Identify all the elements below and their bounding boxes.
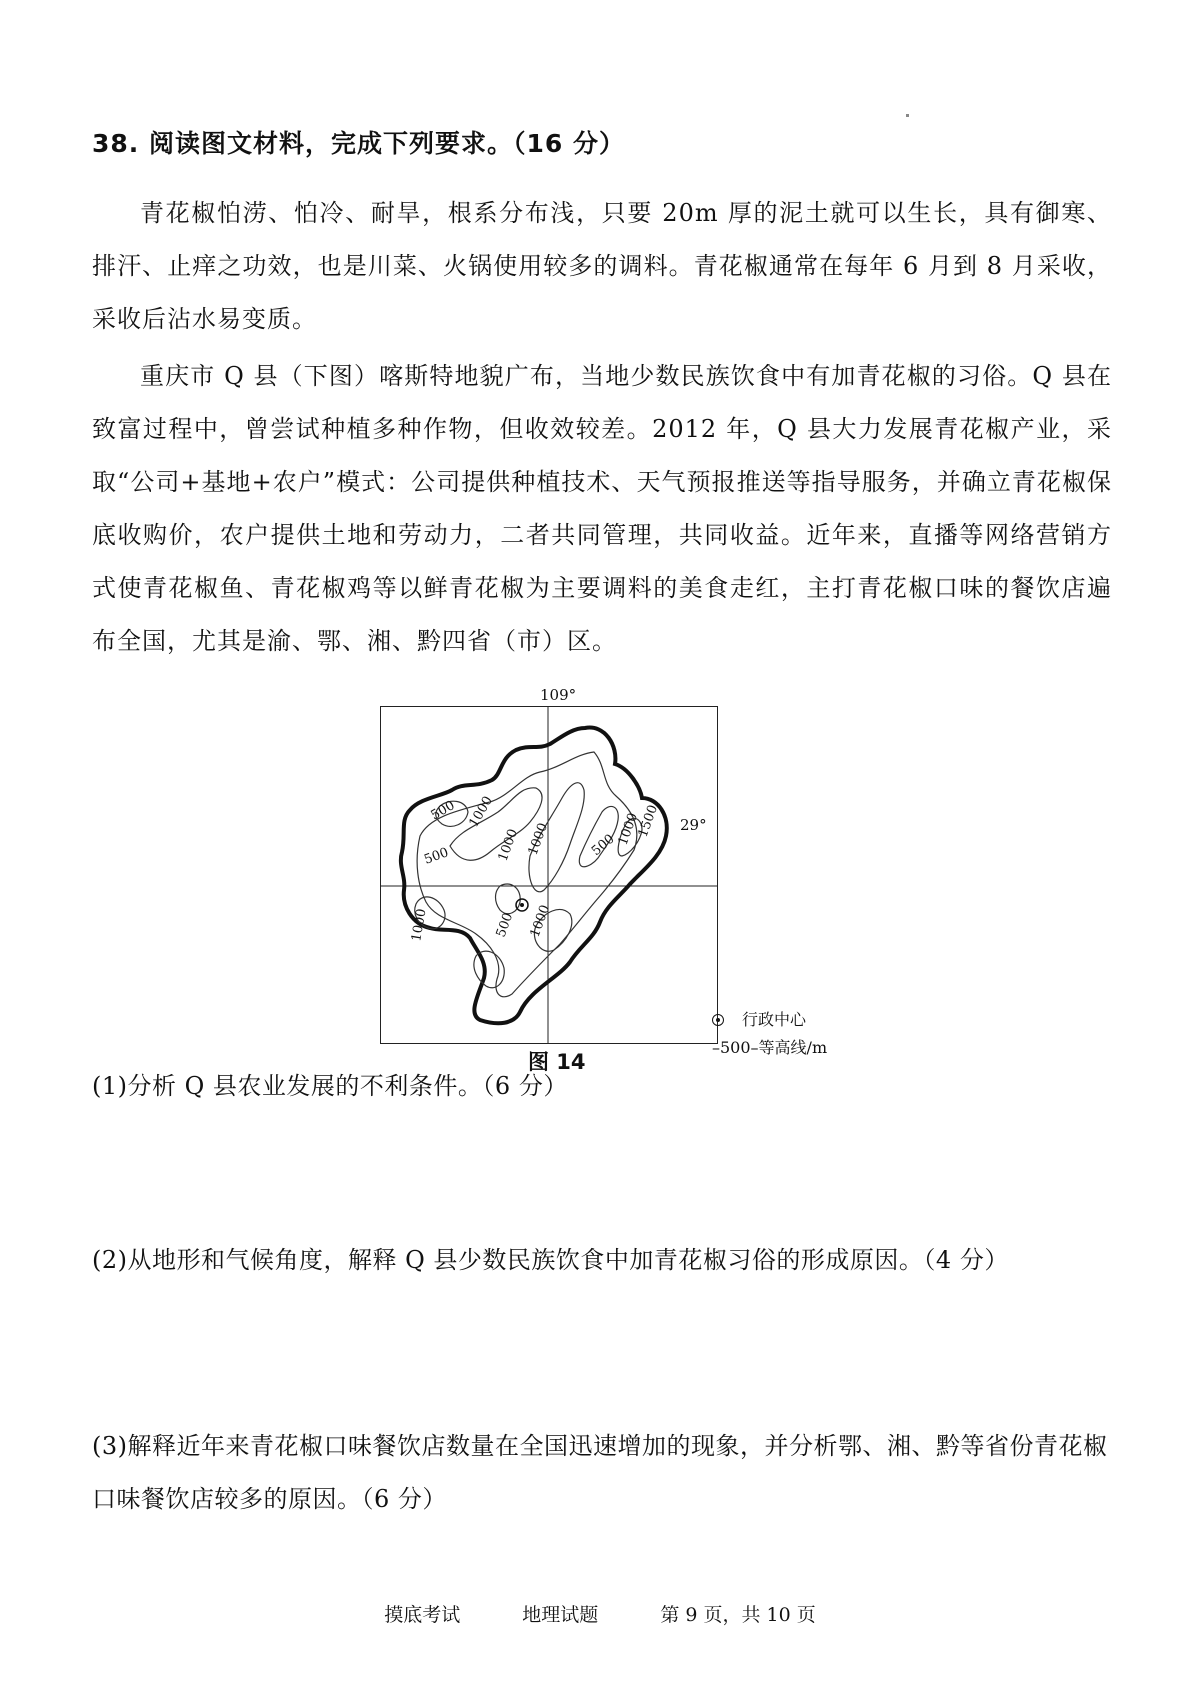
latitude-label: 29° xyxy=(680,816,707,834)
legend-contour-label: 等高线/m xyxy=(758,1038,828,1057)
contour-label: 1500 xyxy=(635,803,662,840)
admin-center-icon xyxy=(712,1014,724,1026)
footer-subject: 地理试题 xyxy=(522,1604,599,1626)
contour-label: 500 xyxy=(422,845,451,868)
footer-exam: 摸底考试 xyxy=(384,1604,461,1626)
contour-label: 1000 xyxy=(525,821,552,858)
contour-label: 1000 xyxy=(527,903,554,940)
sub-question-1: (1)分析 Q 县农业发展的不利条件。（6 分） xyxy=(92,1072,568,1100)
contour-label: 1000 xyxy=(495,827,522,864)
legend-admin-center xyxy=(712,1006,827,1034)
scan-speck xyxy=(906,114,909,117)
material-paragraph-2: 重庆市 Q 县（下图）喀斯特地貌广布，当地少数民族饮食中有加青花椒的习俗。Q 县在致富过程中，曾尝试种植多种作物，但收效较差。2012 年，Q 县大力发展青花椒产业，采取“公司+基地+农户”模式：公司提供种植技术、天气预报推送等指导服务，并确立青花椒保底收购价，农户提供土地和劳动力，二者共同管理，共同收益。近年来，直播等网络营销方式使青花椒鱼、青花椒鸡等以鲜青花椒为主要调料的美食走红，主打青花椒口味的餐饮店遍布全国，尤其是渝、鄂、湘、黔四省（市）区。 xyxy=(92,362,1112,655)
page-footer xyxy=(0,1600,1200,1627)
legend-contour-sample: 500 xyxy=(720,1038,751,1057)
county-contour-map xyxy=(380,686,740,1046)
longitude-label: 109° xyxy=(540,686,577,704)
contour-label: 500 xyxy=(493,910,517,940)
county-boundary xyxy=(401,728,667,1024)
contour-line xyxy=(496,884,521,914)
contour-line-sample-icon: – xyxy=(750,1038,759,1057)
material-paragraph-1: 青花椒怕涝、怕冷、耐旱，根系分布浅，只要 20m 厚的泥土就可以生长，具有御寒、排汗、止痒之功效，也是川菜、火锅使用较多的调料。青花椒通常在每年 6 月到 8 月采收，采收后沾水易变质。 xyxy=(92,199,1112,333)
map-legend xyxy=(712,1006,827,1062)
footer-page: 第 9 页，共 10 页 xyxy=(660,1604,816,1626)
legend-admin-center-label: 行政中心 xyxy=(742,1010,807,1029)
figure-caption: 图 14 xyxy=(528,1050,586,1074)
contour-label: 500 xyxy=(428,798,458,824)
contour-line-sample-icon: – xyxy=(712,1038,720,1057)
contour-label: 500 xyxy=(588,831,618,860)
contour-label: 1000 xyxy=(466,793,497,830)
question-heading: 38. 阅读图文材料，完成下列要求。（16 分） xyxy=(92,129,625,158)
map-drawing xyxy=(380,706,718,1044)
contour-label: 1000 xyxy=(409,907,430,943)
contour-label: 1000 xyxy=(615,811,642,848)
sub-question-2: (2)从地形和气候角度，解释 Q 县少数民族饮食中加青花椒习俗的形成原因。（4 分） xyxy=(92,1246,1009,1274)
sub-question-3: (3)解释近年来青花椒口味餐饮店数量在全国迅速增加的现象，并分析鄂、湘、黔等省份青花椒口味餐饮店较多的原因。（6 分） xyxy=(92,1432,1108,1513)
legend-contour xyxy=(712,1034,827,1062)
contour-line xyxy=(474,951,504,988)
